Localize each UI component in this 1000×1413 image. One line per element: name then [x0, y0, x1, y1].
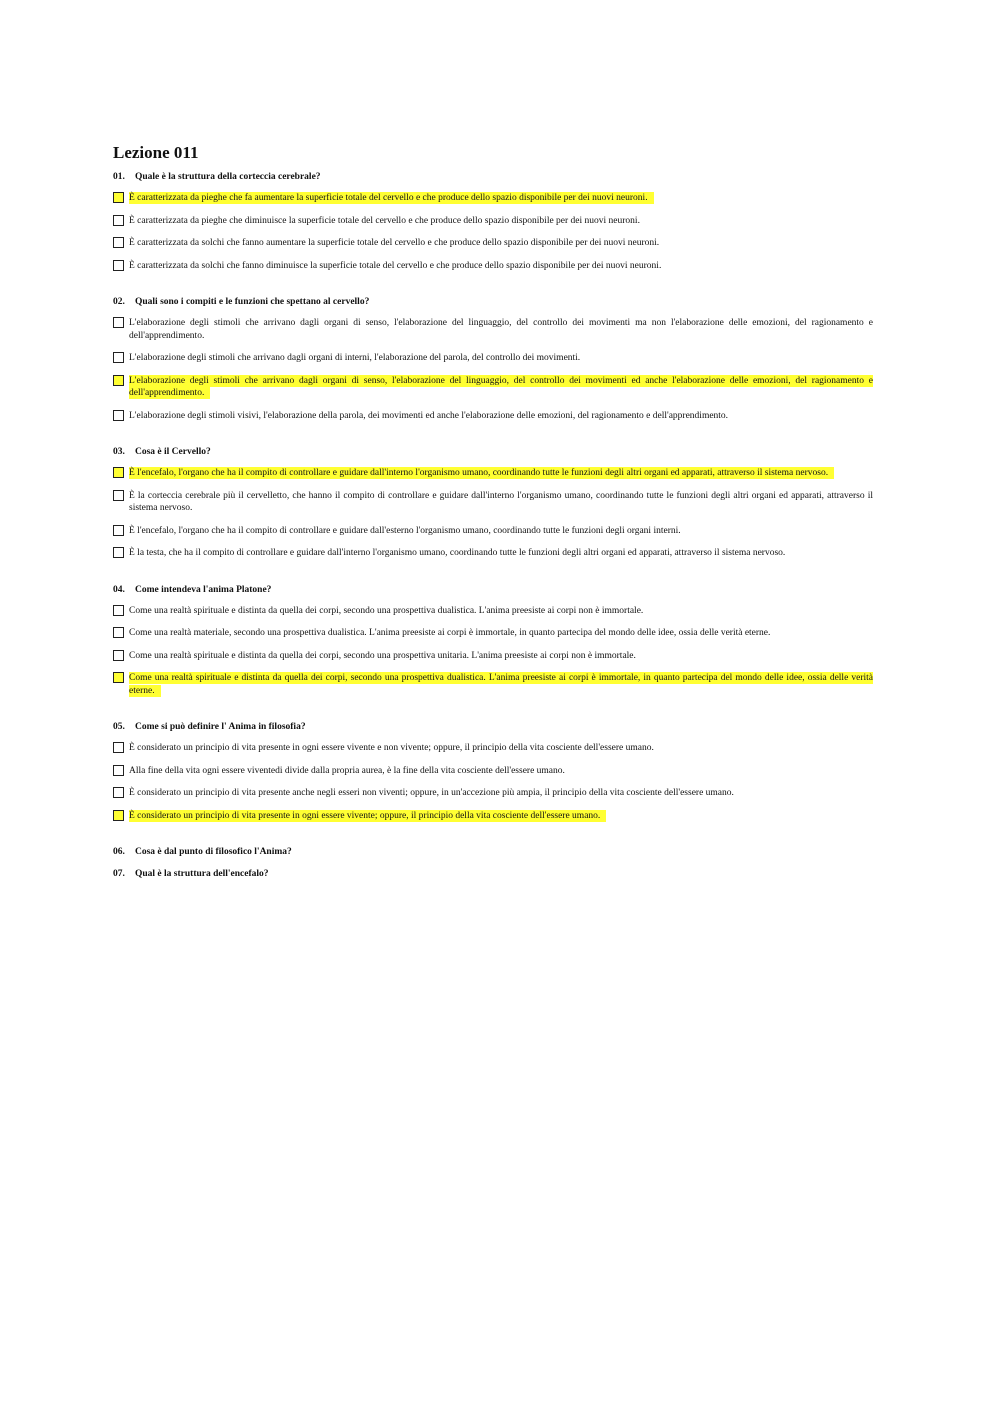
checkbox[interactable] [113, 525, 124, 536]
question-text: Qual è la struttura dell'encefalo? [135, 869, 269, 879]
checkbox[interactable] [113, 317, 124, 328]
question-4 [113, 583, 873, 712]
answer-option-text: È l'encefalo, l'organo che ha il compito di controllare e guidare dall'esterno l'organismo umano, coordinando tutte le funzioni degli organi interni. [129, 525, 681, 536]
checkbox[interactable] [113, 352, 124, 363]
question-7 [113, 867, 873, 881]
question-2 [113, 295, 873, 436]
question-text: Cosa è dal punto di filosofico l'Anima? [135, 847, 292, 857]
answer-option-text: L'elaborazione degli stimoli che arrivano dagli organi di senso, l'elaborazione del linguaggio, del controllo dei movimenti ma non l'elaborazione delle emozioni, del ragionamento e dell'apprendimento. [129, 318, 873, 341]
document-page [113, 141, 873, 889]
question-5 [113, 720, 873, 836]
checkbox[interactable] [113, 605, 124, 616]
checkbox[interactable] [113, 627, 124, 638]
question-number: 03. [113, 447, 125, 457]
answer-option [113, 317, 873, 342]
checkbox[interactable] [113, 192, 124, 203]
answer-option-text: Come una realtà spirituale e distinta da quella dei corpi, secondo una prospettiva dualistica. L'anima preesiste ai corpi è immortale, in quanto partecipa del mondo delle idee, ossia delle verità eterne. [129, 673, 873, 696]
answer-option-text: L'elaborazione degli stimoli che arrivano dagli organi di senso, l'elaborazione del linguaggio, del controllo dei movimenti ed anche l'elaborazione delle emozioni, del ragionamento e dell'apprendimento. [129, 375, 873, 398]
question-number: 04. [113, 584, 125, 595]
checkbox[interactable] [113, 215, 124, 226]
answer-option [113, 410, 873, 423]
checkbox[interactable] [113, 787, 124, 798]
answer-option-text: Come una realtà materiale, secondo una prospettiva dualistica. L'anima preesiste ai corpi è immortale, in quanto partecipa del mondo delle idee, ossia delle verità eterne. [129, 628, 771, 638]
question-heading [113, 867, 873, 881]
checkbox[interactable] [113, 810, 124, 821]
answer-option [113, 237, 873, 250]
question-text: Come si può definire l' Anima in filosofia? [135, 722, 306, 732]
answer-option [113, 490, 873, 515]
answer-option [113, 525, 873, 538]
answer-option-text: È la testa, che ha il compito di controllare e guidare dall'interno l'organismo umano, coordinando tutte le funzioni degli altri organi ed apparati, attraverso il sistema nervoso. [129, 548, 786, 558]
question-6 [113, 845, 873, 859]
checkbox[interactable] [113, 672, 124, 683]
answer-option-text: È caratterizzata da solchi che fanno aumentare la superficie totale del cervello e che produce dello spazio disponibile per dei nuovi neuroni. [129, 238, 660, 248]
question-heading [113, 845, 873, 859]
question-number: 02. [113, 297, 125, 307]
answer-option [113, 547, 873, 560]
question-heading [113, 295, 873, 309]
question-1 [113, 170, 873, 286]
page-title: Lezione 011 [113, 143, 199, 162]
answer-option [113, 352, 873, 365]
answer-option-highlighted [113, 192, 873, 205]
checkbox[interactable] [113, 260, 124, 271]
question-text: Cosa è il Cervello? [135, 447, 211, 457]
answer-option [113, 765, 873, 778]
answer-option-text: È considerato un principio di vita presente in ogni essere vivente; oppure, il principio della vita cosciente dell'essere umano. [129, 810, 601, 821]
answer-option-text: È la corteccia cerebrale più il cervelletto, che hanno il compito di controllare e guidare dall'interno l'organismo umano, coordinando tutte le funzioni degli altri organi ed apparati, attraverso il sistema nervoso. [129, 490, 873, 513]
checkbox[interactable] [113, 547, 124, 558]
answer-option-text: È caratterizzata da pieghe che fa aumentare la superficie totale del cervello e che produce dello spazio disponibile per dei nuovi neuroni. [129, 193, 648, 203]
checkbox[interactable] [113, 375, 124, 386]
question-number: 05. [113, 722, 125, 732]
answer-option-text: È l'encefalo, l'organo che ha il compito di controllare e guidare dall'interno l'organismo umano, coordinando tutte le funzioni degli altri organi ed apparati, attraverso il sistema nervoso. [129, 468, 829, 478]
answer-option-text: È caratterizzata da pieghe che diminuisce la superficie totale del cervello e che produce dello spazio disponibile per dei nuovi neuroni. [129, 215, 640, 226]
question-text: Come intendeva l'anima Platone? [135, 584, 272, 595]
question-number: 01. [113, 172, 125, 182]
answer-option-text: L'elaborazione degli stimoli che arrivano dagli organi di interni, l'elaborazione del parola, del controllo dei movimenti. [129, 353, 581, 363]
answer-option [113, 215, 873, 228]
answer-option-text: Come una realtà spirituale e distinta da quella dei corpi, secondo una prospettiva unitaria. L'anima preesiste ai corpi non è immortale. [129, 650, 636, 661]
answer-option [113, 787, 873, 800]
answer-option [113, 742, 873, 755]
checkbox[interactable] [113, 765, 124, 776]
answer-option-highlighted [113, 810, 873, 823]
checkbox[interactable] [113, 742, 124, 753]
question-heading [113, 170, 873, 184]
question-list [113, 170, 873, 881]
checkbox[interactable] [113, 237, 124, 248]
checkbox[interactable] [113, 650, 124, 661]
answer-option-text: L'elaborazione degli stimoli visivi, l'elaborazione della parola, dei movimenti ed anche l'elaborazione delle emozioni, del ragionamento e dell'apprendimento. [129, 410, 729, 421]
answer-option [113, 260, 873, 273]
checkbox[interactable] [113, 410, 124, 421]
answer-option-text: Alla fine della vita ogni essere viventedi divide dalla propria aurea, è la fine della vita cosciente dell'essere umano. [129, 765, 565, 776]
answer-option-text: È considerato un principio di vita presente anche negli esseri non viventi; oppure, in un'accezione più ampia, il principio della vita cosciente dell'essere umano. [129, 788, 734, 798]
question-heading [113, 445, 873, 459]
question-text: Quale è la struttura della corteccia cerebrale? [135, 172, 321, 182]
question-heading [113, 720, 873, 734]
checkbox[interactable] [113, 467, 124, 478]
answer-option-highlighted [113, 375, 873, 400]
question-number: 06. [113, 847, 125, 857]
question-3 [113, 445, 873, 574]
answer-option-text: È considerato un principio di vita presente in ogni essere vivente e non vivente; oppure, il principio della vita cosciente dell'essere umano. [129, 743, 654, 753]
answer-option [113, 627, 873, 640]
answer-option [113, 650, 873, 663]
answer-option-highlighted [113, 467, 873, 480]
question-number: 07. [113, 869, 125, 879]
answer-option-text: È caratterizzata da solchi che fanno diminuisce la superficie totale del cervello e che produce dello spazio disponibile per dei nuovi neuroni. [129, 260, 662, 271]
answer-option [113, 605, 873, 618]
question-heading [113, 583, 873, 597]
answer-option-highlighted [113, 672, 873, 697]
checkbox[interactable] [113, 490, 124, 501]
question-text: Quali sono i compiti e le funzioni che spettano al cervello? [135, 297, 370, 307]
answer-option-text: Come una realtà spirituale e distinta da quella dei corpi, secondo una prospettiva dualistica. L'anima preesiste ai corpi non è immortale. [129, 605, 644, 616]
